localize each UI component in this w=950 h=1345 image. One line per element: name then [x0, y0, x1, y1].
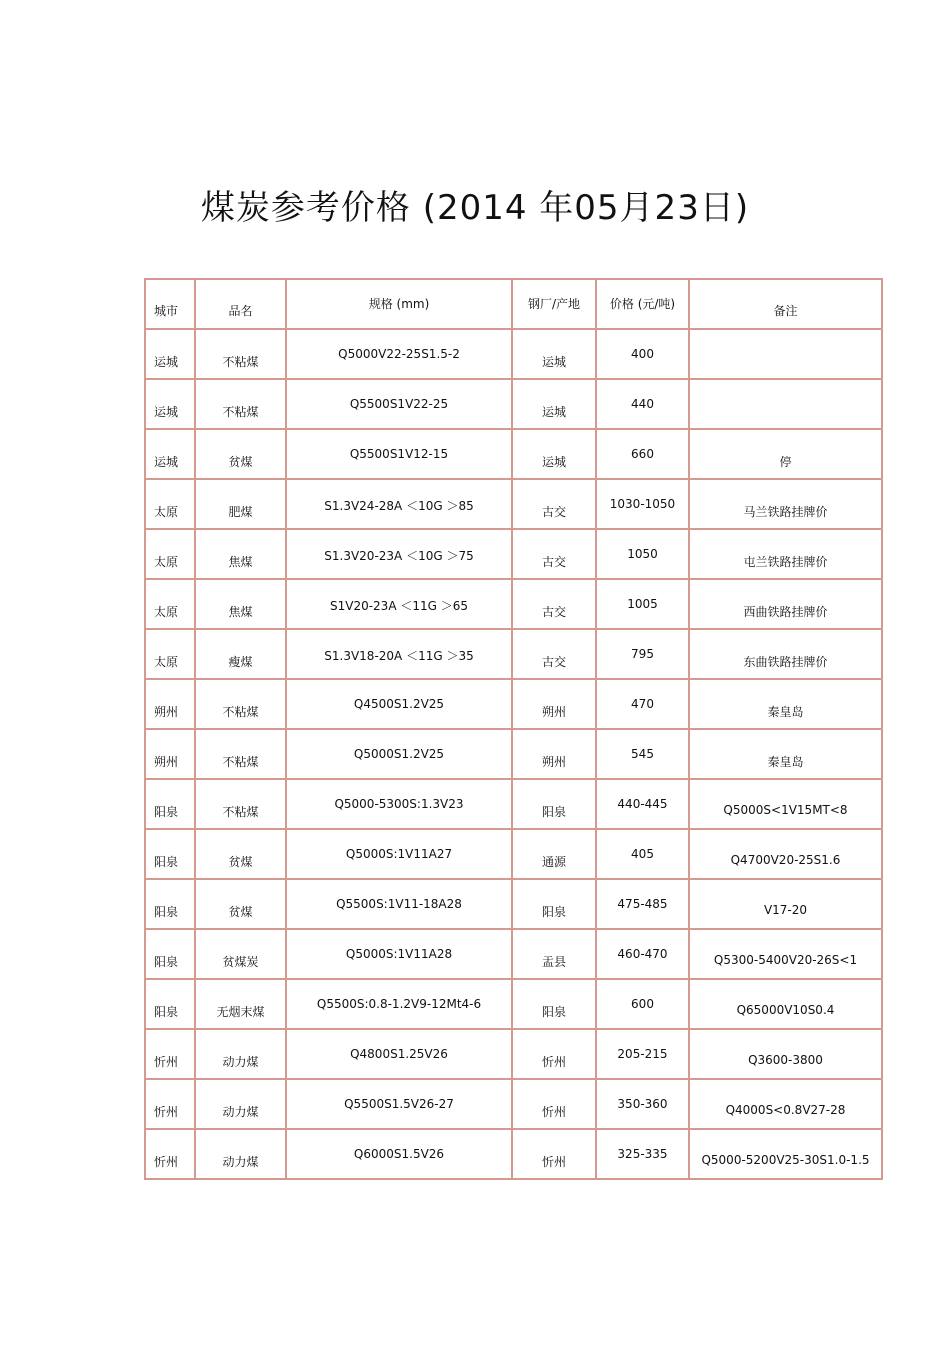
cell-mill-origin: 运城: [513, 430, 597, 480]
cell-price: 1030-1050: [597, 480, 690, 530]
cell-price: 470: [597, 680, 690, 730]
cell-mill-origin: 朔州: [513, 730, 597, 780]
table-row: [146, 730, 883, 780]
cell-remarks: 秦皇岛: [690, 680, 883, 730]
cell-spec: Q5000V22-25S1.5-2: [287, 330, 513, 380]
cell-mill-origin: 阳泉: [513, 880, 597, 930]
cell-price: 350-360: [597, 1080, 690, 1130]
cell-remarks: V17-20: [690, 880, 883, 930]
cell-price: 400: [597, 330, 690, 380]
cell-mill-origin: 阳泉: [513, 980, 597, 1030]
cell-product: 贫煤: [196, 830, 287, 880]
cell-product: 不粘煤: [196, 330, 287, 380]
table-row: [146, 630, 883, 680]
table-row: [146, 830, 883, 880]
cell-product: 瘦煤: [196, 630, 287, 680]
table-row: [146, 680, 883, 730]
cell-city: 太原: [146, 580, 196, 630]
cell-remarks: Q5000-5200V25-30S1.0-1.5: [690, 1130, 883, 1180]
table-row: [146, 430, 883, 480]
cell-price: 440-445: [597, 780, 690, 830]
cell-spec: Q5500S1V12-15: [287, 430, 513, 480]
cell-city: 忻州: [146, 1130, 196, 1180]
cell-remarks: 停: [690, 430, 883, 480]
cell-remarks: 马兰铁路挂牌价: [690, 480, 883, 530]
cell-spec: S1V20-23A ＜11G ＞65: [287, 580, 513, 630]
cell-price: 205-215: [597, 1030, 690, 1080]
cell-city: 运城: [146, 330, 196, 380]
cell-price: 795: [597, 630, 690, 680]
cell-city: 忻州: [146, 1030, 196, 1080]
table-row: [146, 1030, 883, 1080]
cell-mill-origin: 朔州: [513, 680, 597, 730]
cell-mill-origin: 运城: [513, 330, 597, 380]
cell-remarks: Q5000S<1V15MT<8: [690, 780, 883, 830]
cell-spec: S1.3V24-28A ＜10G ＞85: [287, 480, 513, 530]
table-row: [146, 780, 883, 830]
header-remarks: 备注: [690, 280, 883, 330]
cell-remarks: Q4000S<0.8V27-28: [690, 1080, 883, 1130]
cell-product: 贫煤: [196, 430, 287, 480]
cell-remarks: Q65000V10S0.4: [690, 980, 883, 1030]
cell-price: 405: [597, 830, 690, 880]
cell-product: 贫煤: [196, 880, 287, 930]
cell-city: 运城: [146, 430, 196, 480]
cell-spec: Q5000S:1V11A28: [287, 930, 513, 980]
cell-price: 440: [597, 380, 690, 430]
table-row: [146, 980, 883, 1030]
cell-price: 600: [597, 980, 690, 1030]
cell-spec: Q5000S1.2V25: [287, 730, 513, 780]
cell-product: 无烟末煤: [196, 980, 287, 1030]
cell-mill-origin: 古交: [513, 630, 597, 680]
cell-spec: Q4800S1.25V26: [287, 1030, 513, 1080]
table-row: [146, 580, 883, 630]
cell-city: 运城: [146, 380, 196, 430]
cell-price: 545: [597, 730, 690, 780]
cell-mill-origin: 忻州: [513, 1030, 597, 1080]
page-title: 煤炭参考价格 (2014 年05月23日): [200, 188, 750, 228]
header-mill-origin: 钢厂/产地: [513, 280, 597, 330]
cell-spec: Q5500S:0.8-1.2V9-12Mt4-6: [287, 980, 513, 1030]
cell-remarks: Q3600-3800: [690, 1030, 883, 1080]
cell-price: 1050: [597, 530, 690, 580]
cell-spec: Q4500S1.2V25: [287, 680, 513, 730]
cell-mill-origin: 运城: [513, 380, 597, 430]
cell-city: 太原: [146, 530, 196, 580]
header-price: 价格 (元/吨): [597, 280, 690, 330]
cell-city: 阳泉: [146, 980, 196, 1030]
table-row: [146, 1080, 883, 1130]
cell-mill-origin: 古交: [513, 530, 597, 580]
cell-remarks: [690, 330, 883, 380]
cell-city: 太原: [146, 630, 196, 680]
cell-product: 贫煤炭: [196, 930, 287, 980]
table-row: [146, 880, 883, 930]
header-city: 城市: [146, 280, 196, 330]
cell-mill-origin: 忻州: [513, 1130, 597, 1180]
cell-price: 460-470: [597, 930, 690, 980]
cell-spec: Q5000-5300S:1.3V23: [287, 780, 513, 830]
cell-spec: Q5500S:1V11-18A28: [287, 880, 513, 930]
cell-remarks: 秦皇岛: [690, 730, 883, 780]
cell-city: 阳泉: [146, 830, 196, 880]
cell-product: 动力煤: [196, 1080, 287, 1130]
cell-product: 动力煤: [196, 1030, 287, 1080]
header-product: 品名: [196, 280, 287, 330]
cell-price: 475-485: [597, 880, 690, 930]
cell-city: 朔州: [146, 730, 196, 780]
cell-product: 不粘煤: [196, 680, 287, 730]
table-row: [146, 530, 883, 580]
cell-city: 阳泉: [146, 780, 196, 830]
cell-product: 不粘煤: [196, 780, 287, 830]
cell-price: 325-335: [597, 1130, 690, 1180]
table-row: [146, 930, 883, 980]
cell-mill-origin: 阳泉: [513, 780, 597, 830]
cell-spec: Q5500S1.5V26-27: [287, 1080, 513, 1130]
cell-remarks: 屯兰铁路挂牌价: [690, 530, 883, 580]
table-header-row: [146, 280, 883, 330]
cell-spec: Q5000S:1V11A27: [287, 830, 513, 880]
cell-product: 不粘煤: [196, 380, 287, 430]
cell-product: 焦煤: [196, 580, 287, 630]
cell-city: 太原: [146, 480, 196, 530]
cell-product: 焦煤: [196, 530, 287, 580]
table-row: [146, 330, 883, 380]
cell-remarks: 西曲铁路挂牌价: [690, 580, 883, 630]
cell-mill-origin: 古交: [513, 480, 597, 530]
coal-price-table: [144, 278, 883, 1180]
header-spec: 规格 (mm): [287, 280, 513, 330]
cell-spec: Q6000S1.5V26: [287, 1130, 513, 1180]
cell-spec: S1.3V20-23A ＜10G ＞75: [287, 530, 513, 580]
cell-mill-origin: 古交: [513, 580, 597, 630]
cell-city: 阳泉: [146, 930, 196, 980]
table-row: [146, 480, 883, 530]
cell-spec: Q5500S1V22-25: [287, 380, 513, 430]
cell-mill-origin: 忻州: [513, 1080, 597, 1130]
cell-mill-origin: 通源: [513, 830, 597, 880]
table-row: [146, 1130, 883, 1180]
cell-product: 肥煤: [196, 480, 287, 530]
cell-spec: S1.3V18-20A ＜11G ＞35: [287, 630, 513, 680]
cell-remarks: 东曲铁路挂牌价: [690, 630, 883, 680]
cell-remarks: Q5300-5400V20-26S<1: [690, 930, 883, 980]
cell-mill-origin: 盂县: [513, 930, 597, 980]
cell-city: 忻州: [146, 1080, 196, 1130]
cell-price: 1005: [597, 580, 690, 630]
cell-remarks: Q4700V20-25S1.6: [690, 830, 883, 880]
cell-price: 660: [597, 430, 690, 480]
cell-remarks: [690, 380, 883, 430]
table-row: [146, 380, 883, 430]
cell-city: 朔州: [146, 680, 196, 730]
cell-product: 不粘煤: [196, 730, 287, 780]
cell-city: 阳泉: [146, 880, 196, 930]
cell-product: 动力煤: [196, 1130, 287, 1180]
